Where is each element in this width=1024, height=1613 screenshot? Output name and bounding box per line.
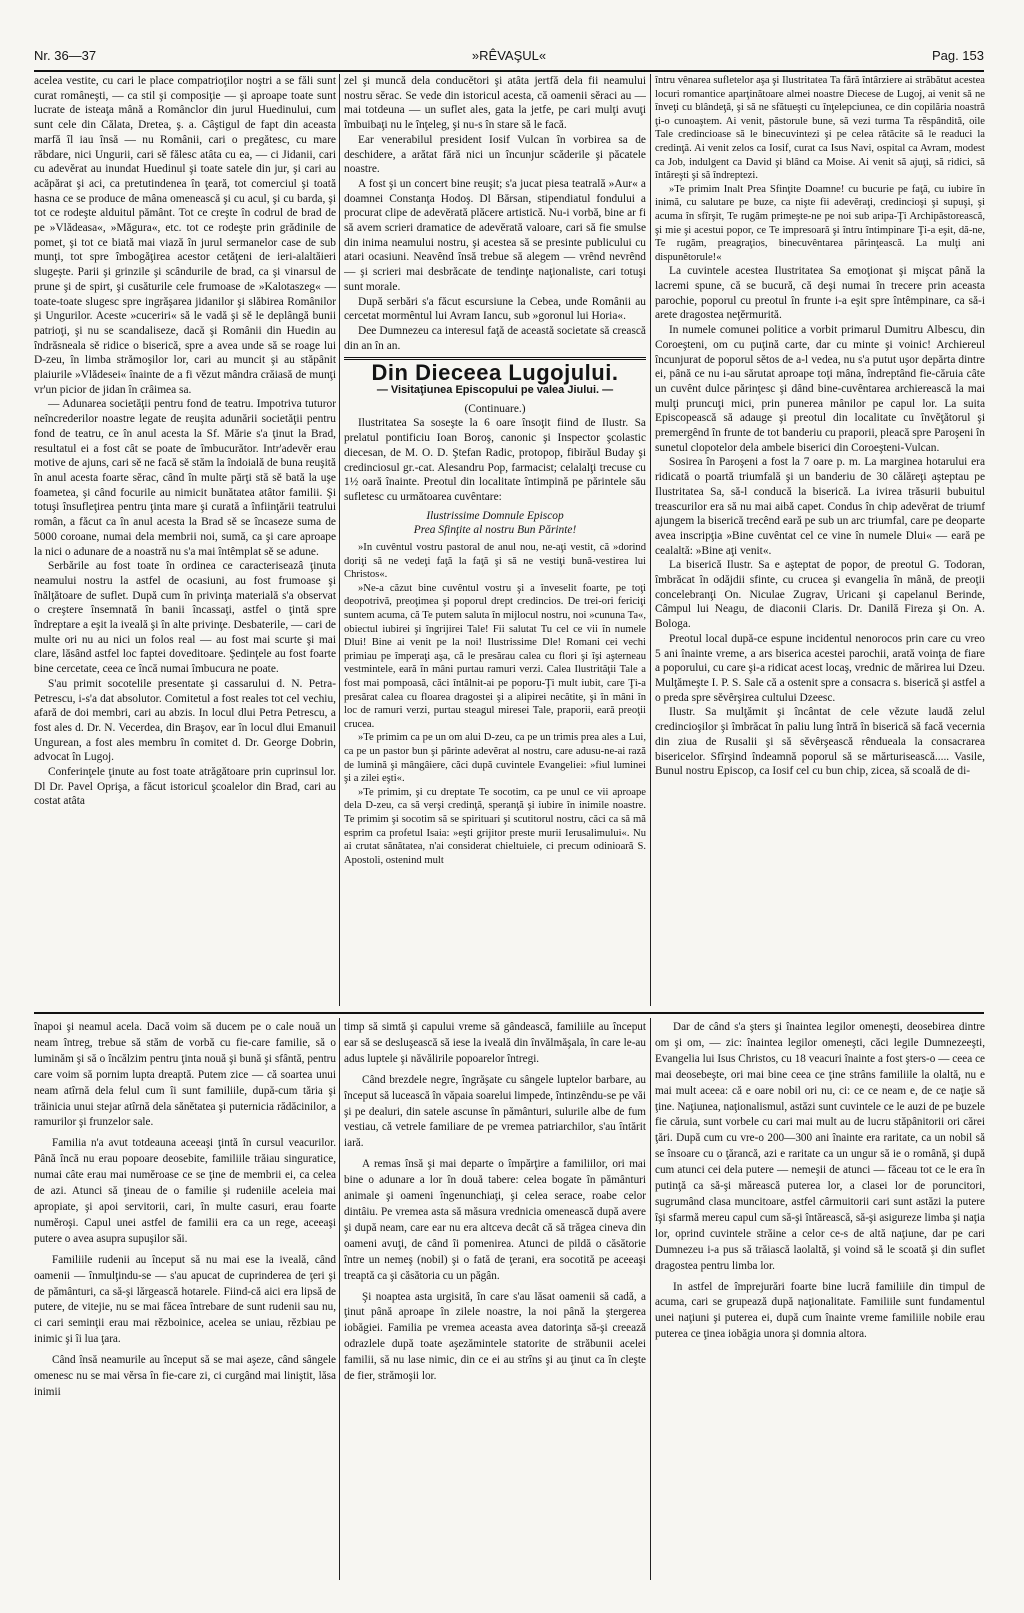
section-subtitle: — Visitaţiunea Episcopului pe valea Jiului. — — [376, 384, 614, 397]
paragraph: Ilustr. Sa mulţămit şi încântat de cele vĕzute laudă zelul credincioşilor şi îmbrăcat în paliu lung întră în biserică să facă vecernia din ziua de Rusalii şi să sĕvêrşească rêndueala la consacrarea bisericelor. Sfîrşind îndeamnă poporul să se mărturisească..... Vasile, Bunul nostru Episcop, ca Iosif cel cu bun chip, zicea, să scoală de di- — [655, 706, 985, 778]
header-rule — [34, 70, 984, 72]
lower-column-3 — [655, 1020, 985, 1580]
paragraph: Dee Dumnezeu ca interesul faţă de această societate să crească din an în an. — [344, 324, 646, 352]
paragraph: »Ne-a căzut bine cuvêntul vostru şi a înveselit foarte, pe toţi deopotrivă, preoţimea şi poporul drept credincios. De trei-ori fericiţi suntem acuma, că Te putem saluta în mijlocul nostru, noi »cununa Ta«, obiectul iubirei şi îngrijirei Tale! Fii salutat Tu cel ce vii în numele Dlui! Bine ai venit pe la noi! Ilustrissime Dle! Romani cei vechi primiau pe împeraţi aşa, că le presărau calea cu flori şi îşi aşterneau vestmintele, eară în mâni purtau ramuri verzi. Calea Ilustrităţii Tale a fost mai pompoasă, căci întâlnit-ai pe poporu-Ţi mult iubit, care Ţi-a presărat calea cu floarea dragostei şi a alipirei necătite, şi în mâni în loc de ramuri verzi, purtau steagul miresei Tale, praporii, eară preoţii crucea. — [344, 582, 646, 730]
paragraph: La biserică Ilustr. Sa e aşteptat de popor, de preotul G. Todoran, îmbrăcat în odăjdii sfinte, cu crucea şi evangelia în mână, de preoţii concelebranţi On. Niculae Zugrav, Uricani şi capelanul Berinde, Câmpul lui Neagu, de diaconii Claris. Dr. Danilă Fireza şi On. A. Bologa. — [655, 559, 985, 631]
paragraph: Când brezdele negre, îngrăşate cu sângele luptelor barbare, au început să lucească în văpaia soarelui limpede, întinzêndu-se pe văi şi pe dealuri, din satele ascunse în pământuri, sulurile albe de fum vestiau, că vetrele familiare de pe vremea patriarchilor, s'au întărit iară. — [344, 1073, 646, 1150]
paragraph: La cuvintele acestea Ilustritatea Sa emoţionat şi mişcat până la lacremi spune, că se bucură, că deşi numai în trecere prin aceasta parochie, poporul cu preotul în frunte i-a eşit spre întêmpinare, ca să-i arete dragostea neţĕrmurită. — [655, 265, 985, 322]
paragraph: »Te primim, şi cu dreptate Te socotim, ca pe unul ce vii aproape dela D-zeu, ca să verşi credinţă, speranţă şi iubire în inimile noastre. Te primim şi socotim să se spirituari şi scutitorul nostru, căci ca să mă esprim ca profetul Isaia: »eşti grijitor preste murii Ierusalimului«. Nu ai crutat sănătatea, n'ai considerat chieltuiele, ci precum odinioară S. Apostoli, ostenind mult — [344, 786, 646, 866]
column-divider — [339, 74, 340, 1006]
paragraph: S'au primit socotelile presentate şi cassarului d. N. Petra-Petrescu, i-s'a dat absolutor. Comitetul a fost reales tot cel vechiu, afară de doi membri, cari au abzis. In locul dlui Petra Petrescu, a fost ales d. Dr. N. Vecerdea, din Braşov, ear în locul dlui Emanuil Ungurean, a fost ales membru în comitet d. Dr. George Dobrin, advocat în Lugoj. — [34, 677, 336, 764]
column-2 — [344, 74, 646, 1006]
paragraph: Ear venerabilul president Iosif Vulcan în vorbirea sa de deschidere, a arătat fără nici un încunjur scăderile şi păcatele noastre. — [344, 133, 646, 176]
paragraph: Familia n'a avut totdeauna aceeaşi ţintă în cursul veacurilor. Până încă nu erau popoare deosebite, familiile trăiau singuratice, numai câte erau mai numĕroase ce se ţine de membrii ei, ca celea de azi. Atunci să ţineau de o familie şi rudeniile aceleia mai apropiate, şi apoi servitorii, cari, în multe casuri, erau foarte numĕroşi. Capul unei astfel de familii era ca un rege, aceeaşi putere o avea asupra supuşilor săi. — [34, 1137, 336, 1245]
paragraph: In astfel de împrejurări foarte bine lucră familiile din timpul de acuma, cari se grupează după naţionalitate. Familiile sunt fundamentul unei naţiuni şi puterea ei, după cum înainte vreme familiile nobile erau puterea ce ţinea iobăgia unora şi domnia altora. — [655, 1280, 985, 1341]
page-header — [34, 40, 984, 70]
issue-number: Nr. 36—37 — [34, 48, 97, 63]
paragraph: Ilustritatea Sa soseşte la 6 oare însoţit fiind de Ilustr. Sa prelatul pontificiu Ioan Boroş, canonic şi Inspector şcolastic diecesan, de M. O. D. Ştefan Radic, protopop, fibirăul Buday şi credinciosul gr.-cat. Alesandru Pop, farmacist; celalalţi trecuse cu 1½ oară înainte. Preotul din localitate întimpină pe părintele său sufletesc cu următoarea cuvêntare: — [344, 417, 646, 503]
continuation-note: (Continuare.) — [464, 402, 526, 415]
paragraph: Familiile rudenii au început să nu mai ese la iveală, când oamenii — înmulţindu-se — s'au apucat de cuprinderea de ţeri şi de pământuri, ca să-şi lărgească hotarele. Fiind-că aici era lipsă de putere, de vitejie, nu se mai făcea întrebare de sunt rudenii sau nu, ci cari seminţii erau mai rĕzboinice, acelea se uniau, rĕzbiau pe inimic şi îi lua ţara. — [34, 1253, 336, 1346]
speech-salutation: Ilustrissime Domnule Episcop — [426, 509, 564, 522]
column-divider — [339, 1018, 340, 1580]
paragraph: După serbări s'a făcut escursiune la Cebea, unde Românii au cercetat mormêntul lui Avram Iancu, sub »goronul lui Horia«. — [344, 295, 646, 323]
paragraph: Preotul local după-ce espune incidentul nenorocos prin care cu vreo 5 ani înainte vreme, a ars biserica acestei parochii, arată voinţa de fiare a poporului, cu care şi-a ridicat acest locaş, vrednic de mărirea lui Dzeu. Mulţămeşte I. P. S. Sale că a ostenit spre a consacra s. biserică şi astfel a o preda spre sĕvêrşirea cultului Dzeesc. — [655, 632, 985, 704]
paragraph: Când însă neamurile au început să se mai aşeze, când sângele omenesc nu se mai vĕrsa în fie-care zi, ci curgând mai liniştit, lăsa inimii — [34, 1354, 336, 1398]
newspaper-title: »RÊVAŞUL« — [471, 48, 547, 63]
paragraph: timp să simtă şi capului vreme să gândească, familiile au început ear să se desluşească să iese la iveală din învălmăşala, în care le-au adus luptele şi năvălirile popoarelor întregi. — [344, 1021, 646, 1065]
paragraph: zel şi muncă dela conducĕtori şi atâta jertfă dela fii neamului nostru sĕrac. Se vede din istoricul acesta, că oamenii sĕraci au — mai totdeuna — un suflet ales, gata la jetfe, pe cari mulţi avuţi îmbuibaţi nu le înţeleg, şi nu-s în stare să le facă. — [344, 75, 646, 132]
paragraph: Şi noaptea asta urgisită, în care s'au lăsat oamenii să cadă, a ţinut până aproape în zilele noastre, la noi până la ştergerea iobăgiei. Familia pe vremea aceasta avea datorinţa să-şi creează odrazlele după toate aşezămintele statorite de străbunii acelei familii, să nu lase nimic, din ce ei au strîns şi au ţinut ca în cleşte de fier, strămoşii lor. — [344, 1290, 646, 1383]
column-3 — [655, 74, 985, 1006]
paragraph: Sosirea în Paroşeni a fost la 7 oare p. m. La marginea hotarului era ridicată o poartă triumfală şi un banderiu de 30 călăreţi aşteptau pe Ilustritatea Sa, să-l conducă la biserică. La ivirea trăsurii bubuitul treascurilor era să nu mai aibă capet. Condus în chip adevĕrat de triumf ajungem la biserică trecênd eară pe sub un arc triumfal, care pe deoparte avea inscripţia »Bine cuvêntat cel ce vine în numele Dlui« — eară pe cealaltă: »Bine aţi venit«. — [655, 456, 985, 557]
section-divider-rule — [34, 1012, 984, 1014]
paragraph: »Te primim Inalt Prea Sfinţite Doamne! cu bucurie pe faţă, cu iubire în inimă, cu salutare pe buze, ca nişte fii adevĕraţi, credincioşi şi supuşi, şi acuma în sfîrşit, Te rugăm primeşte-ne pe noi sub aripa-Ţi Archipăstorească, şi mie şi acestui popor, ce Te impresoară şi întru întimpinare Ţi-a eşit, dă-ne, Te rugăm, preagraţios, binecuvêntarea părinţească. La mulţi ani dispunĕtorule!« — [655, 183, 985, 263]
paragraph: Conferinţele ţinute au fost toate atrăgătoare prin cuprinsul lor. Dl Dr. Pavel Oprişa, a făcut istoricul şcoalelor din Brad, cari au costat atâta — [34, 766, 336, 808]
section-title: Din Dieceea Lugojului. — [371, 360, 619, 386]
lower-column-1 — [34, 1020, 336, 1580]
column-divider — [650, 1018, 651, 1580]
paragraph: întru vênarea sufletelor aşa şi Ilustritatea Ta fără întârziere ai străbătut acestea locuri romantice aparţinătoare almei noastre Diecese de Lugoj, ai venit să ne înveţi cu blândeţă, şi să ne sfătueşti cu înţelepciunea, ce din copilăria noastră ţi-o cunoaştem. Ai venit, păstorule bune, să vezi turma Ta rĕspândită, oile Tale credincioase să le binecuvintezi şi pe celea rătăcite să le readuci la credinţă. Ai venit zelos ca Iosif, curat ca Isus Navi, ospital ca Avram, modest ca Job, indulgent ca David şi blând ca Moise. Ai venit să ajuţi, să ridici, să întăreşti şi să îndreptezi. — [655, 75, 985, 182]
speech-salutation: Prea Sfinţite al nostru Bun Părinte! — [413, 524, 577, 537]
paragraph: A remas însă şi mai departe o împărţire a familiilor, ori mai bine o adunare a lor în două tabere: celea bogate în pământuri animale şi oameni îngenunchiaţi, şi celea serace, roabe celor dintâiu. Pe vremea asta să măsura vrednicia omenească după avere şi după neam, care ear nu era altceva decât că să trăgea cineva din oameni avuţi, de când îi pomenirea. Atunci de pildă o căsătorie între un nemeş (nobil) şi o fată de ţerani, era socotită pe aceeaşi treaptă ca şi căsătoria cu un păgân. — [344, 1158, 646, 1282]
paragraph: »In cuvêntul vostru pastoral de anul nou, ne-aţi vestit, că »dorind doriţi să ne vedeţi faţă la faţă şi să ne vestiţi bună-vestirea lui Christos«. — [344, 542, 646, 581]
paragraph: — Adunarea societăţii pentru fond de teatru. Impotriva tuturor neîncrederilor noastre legate de reuşita adunării societăţii pentru fond de teatru, ce în anul acesta la Sf. Mărie s'a ţinut la Brad, resultatul ei a fost cât se poate de îmbucurător. Intr'adevĕr erau motive de ajuns, cari sě ne facă sě stăm la îndoială de buna reuşită în anul acesta foarte sĕrac, când în multe părţi stă sě bată la uşe foametea, şi când focurile au nimicit bunătatea atâtor familii. Şi totuşi însufleţirea pentru ţinta mare şi curată a înfiinţării teatrului român, a făcut ca în anul acesta la Brad sě se încaseze suma de 5000 coroane, numai dela membrii noi, sumă, ca şi care aproape la nici o adunare de a noastră nu s'a mai întêmplat sě se adune. — [34, 398, 336, 558]
paragraph: înapoi şi neamul acela. Dacă voim să ducem pe o cale nouă un neam întreg, trebue să stăm de vorbă cu fie-care familie, să o luminăm şi să o încălzim pentru ţinta nouă şi bună şi sfântă, pentru care voim să pornim lupta dreaptă. Putem zice — că soartea unui neam atîrnă dela felul cum îi sunt familiile, după-cum tăria şi trăinicia unui stejar atîrnă dela sănĕtatea şi puternicia rădăcinilor, a ramurilor şi frunzelor sale. — [34, 1021, 336, 1129]
paragraph: A fost şi un concert bine reuşit; s'a jucat piesa teatrală »Aur« a doamnei Constanţa Hodoş. Dl Bărsan, stipendiatul fondului a procurat clipe de adevĕrată plăcere artistică. Nu-i vorbă, bine ar fi să avem scrieri dramatice de adevĕrată valoare, cari să fie smulse din inima neamului nostru, şi acestea să se presinte publicului cu atari ocasiuni. Neavênd însă trebue să alegem — vrênd nevrênd — şi scrieri mai desbrăcate de tendinţe naţionaliste, cari totuşi sunt morale. — [344, 177, 646, 293]
column-1 — [34, 74, 336, 1006]
page-number: Pag. 153 — [931, 48, 984, 63]
paragraph: In numele comunei politice a vorbit primarul Dumitru Albescu, din Coroeşteni, om cu puţină carte, dar cu minte şi voinic! Archiereul încunjurat de poporul sĕtos de a-l vedea, nu s'a putut uşor depărta dintre ei, până ce nu i-au sărutat aproape toţi mâna, îndreptând fie-căruia câte un cuvênt dulce părinţesc şi dând bine-cuvêntarea archierească la mai mulţi pruncuţi mici, prin punerea mânilor pe capul lor. La suita Episcopească să adauge şi preotul din localitate cu învĕţătorul şi premergênd în frunte de tot banderiu cu praporii, pleacă spre Paroşeni în sunetul clopotelor dela ambele biserici din Coroeşteni-Vulcan. — [655, 324, 985, 454]
paragraph: »Te primim ca pe un om alui D-zeu, ca pe un trimis prea ales a Lui, ca pe un pastor bun şi părinte adevĕrat al nostru, care adusu-ne-ai rază de lumină şi mângâiere, căci după cuvintele Evangeliei: »fiul luminei şi a zilei eşti«. — [344, 732, 646, 785]
paragraph: Serbările au fost toate în ordinea ce caracteriseazâ ţinuta neamului nostru la astfel de ocasiuni, au fost frumoase şi înălţătoare de suflet. După cum în privinţa materială s'a observat o creştere însemnată în banii încassaţi, astfel o ţintă spre îndreptare a eşit la iveală şi în alte privinţe. Desbaterile, — cari de multe ori nu au nici un folos real — au fost mai scurte şi mai clare, lăsând astfel loc faptei doveditoare. Şedinţele au fost foarte bine cercetate, ceea ce încă numai îmbucura ne poate. — [34, 560, 336, 676]
paragraph: Dar de când s'a şters şi înaintea legilor omeneşti, deosebirea dintre om şi om, — zic: înaintea legilor omeneşti, căci legile Dumnezeeşti, Evangelia lui Isus Christos, cu 18 veacuri înainte a fost şters-o — ceea ce mai deosebeşte, ori mai bine ceea ce ţine strâns familiile la olaltă, nu e mai mult aceea: că e oare nobil ori nu, ci: ce ce neam e, de ce naţie să ţine. Naţiunea, naţionalismul, astăzi sunt cuvintele ce le auzi de pe buzele fie căruia, sunt vorbele cu cari mai mult au de lucru stăpânitorii ori cărei ţări. După cum cu vre-o 200—300 ani înainte era raritate, ca un nobil să se însoare cu o ţărancă, azi e raritate ca un ungur să ie o română, şi după cum atunci cei dela putere — nemeşii de atunci — făceau tot ce le era în putinţă ca să-şi mărească puterea lor, a clasei lor de poruncitori, sugrumând clasa muncitoare, astfel cârmuitorii cari sunt astăzi la putere îşi sfarmă mereu capul cum să-şi întărească, să-şi asigureze limba şi naţia lor, oprind cuvintele străine a celor ce-s de altă naţiune, dar pe cari Dumnezeu i-a pus să trăiască laolaltă, şi voind să le scoată şi din suflet dragostea pentru limba lor. — [655, 1021, 985, 1272]
paragraph: acelea vestite, cu cari le place compatrioţilor noştri a se făli sunt curat româneşti, — ca stil şi composiţie — şi aproape toate sunt lucrate de isteaţa mână a Românclor din jurul Huedinului, cum sunt cele din Călata, Dretea, ş. a. Câştigul de fapt din aceasta marfă îl iau însă — nu Românii, cari o pregătesc, cu mare răbdare, nici Ungurii, cari sě fălesc atâta cu ea, — ci Jidanii, cari cu adevĕrat au inundat Huedinul şi toate satele din jur, şi cari au acăpărat şi aci, ca pretutindenea în ţeară, tot comerciul şi toată hasna ce se produce de mâna omenească şi cu acul, şi cu barda, şi tot ce rodeşte alduitul pământ. Tot ce creşte în codrul de brad de pe »Vlădeasa«, »Măgura«, etc. tot ce rodeşte prin grădinile de pomet, şi tot ce biată mai viază în jurul sermanelor case de sub munţi, tot spre îmbogăţirea acestor cetăţeni de ieri-alaltăieri slugeşte. Parii şi grinzile şi scândurile de brad, ca şi vinarsul de prune şi de spirt, şi cusăturile cele frumoase de »Kalotaszeg« — toate-toate slugesc spre ingrăşarea jidanilor şi slăbirea Românilor şi Ungurilor. Aceste »cuceriri« să le vadă şi sě le deplângă bunii patrioţi, şi nu se scandaliseze, dacă şi Românii din Huedin au îndrăsneala sě ridice o biserică, spre a avea unde să se roage lui D-zeu, în limba strămoşilor lor, cari au muncit şi au stăpânit plaiurile »Vlădesei« înainte de a fi vĕzut mândra crăiasă de munţi vr'un picior de jidan în crâimea sa. — [34, 75, 336, 396]
lower-column-2 — [344, 1020, 646, 1580]
column-divider — [650, 74, 651, 1006]
